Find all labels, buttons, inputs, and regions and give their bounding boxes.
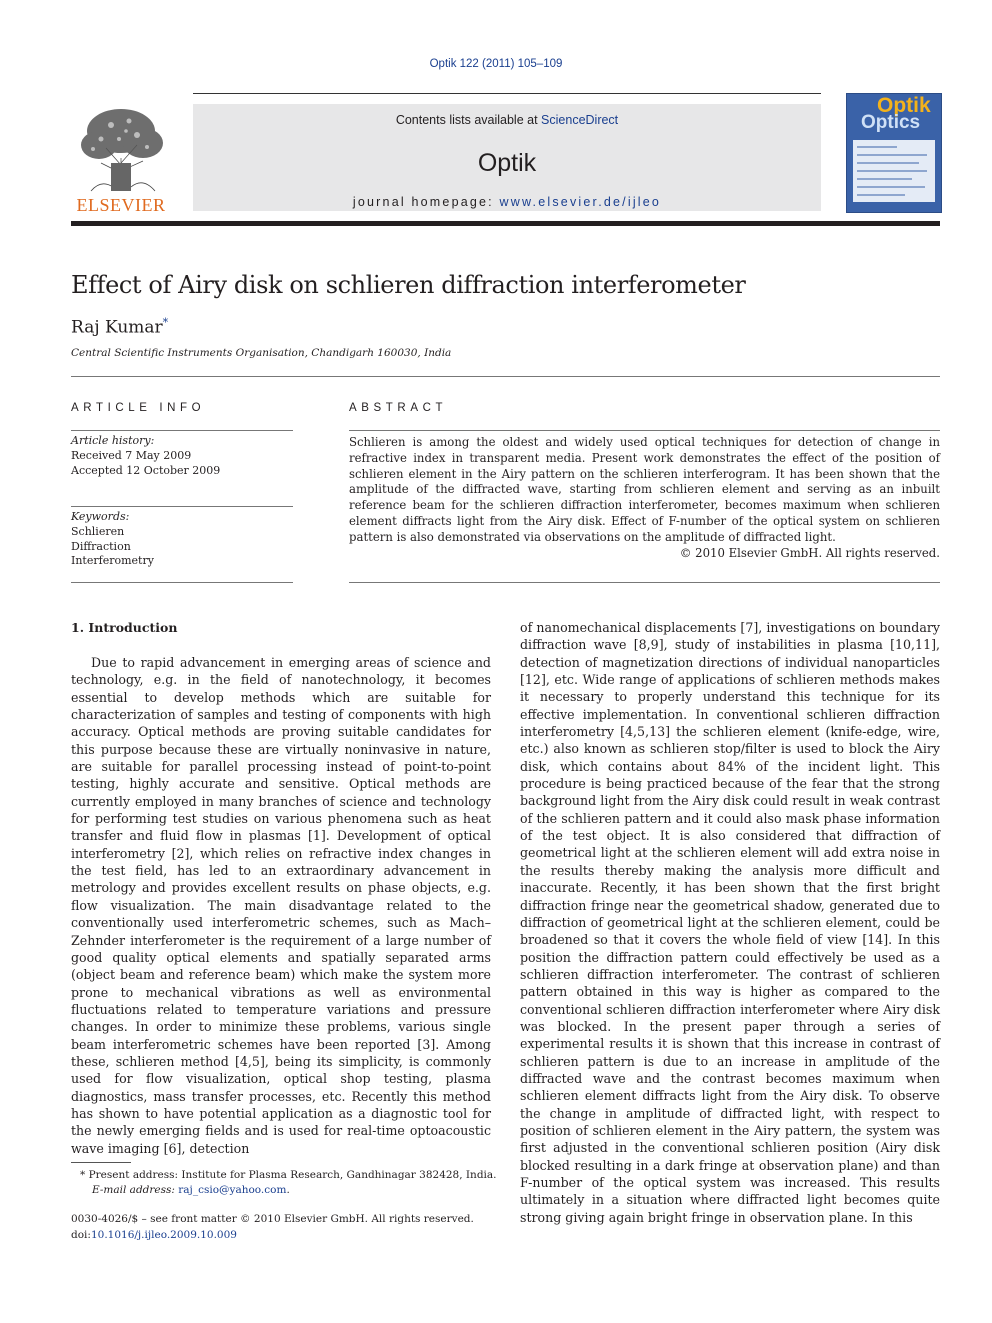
article-info-heading: ARTICLE INFO <box>71 402 206 414</box>
article-title: Effect of Airy disk on schlieren diffraction interferometer <box>71 271 746 299</box>
header-divider <box>71 221 940 226</box>
accepted-date: Accepted 12 October 2009 <box>71 463 221 477</box>
keywords-rule <box>71 506 293 507</box>
journal-header <box>71 93 940 228</box>
cover-line <box>857 154 927 156</box>
author-line <box>71 316 168 338</box>
header-top-rule <box>193 93 821 94</box>
abstract-copyright: © 2010 Elsevier GmbH. All rights reserved. <box>679 546 940 560</box>
title-divider <box>71 376 940 377</box>
journal-reference[interactable]: Optik 122 (2011) 105–109 <box>429 58 563 70</box>
footnote-address-line <box>80 1168 497 1183</box>
cover-line <box>857 186 925 188</box>
abstract-heading: ABSTRACT <box>349 402 448 414</box>
cover-line <box>857 162 919 164</box>
cover-title-optics: Optics <box>861 112 921 133</box>
footnote-email-line <box>80 1183 497 1198</box>
cover-line <box>857 146 897 148</box>
affiliation: Central Scientific Instruments Organisation, Chandigarh 160030, India <box>71 347 452 359</box>
footnote-rule <box>71 1162 131 1163</box>
front-matter <box>71 1212 474 1243</box>
homepage-link[interactable]: www.elsevier.de/ijleo <box>499 195 662 209</box>
keywords-label: Keywords: <box>71 510 130 523</box>
journal-info-box <box>193 104 821 211</box>
email-label: E-mail address: <box>92 1183 175 1196</box>
received-date: Received 7 May 2009 <box>71 448 192 462</box>
publisher-name: ELSEVIER <box>76 195 166 215</box>
doi-line <box>71 1228 474 1244</box>
email-link[interactable]: raj_csio@yahoo.com <box>178 1183 287 1196</box>
doi-link[interactable]: 10.1016/j.ijleo.2009.10.009 <box>90 1228 237 1241</box>
cover-line <box>857 178 912 180</box>
author-footnote-mark[interactable]: * <box>162 316 169 329</box>
journal-title: Optik <box>477 149 537 177</box>
history-label: Article history: <box>71 434 155 447</box>
keywords-block <box>71 510 154 569</box>
body-paragraph: of nanomechanical displacements [7], investigations on boundary diffraction wave [8,9], study of instabilities in plasma [10,11], detection of magnetization directions of individual nanoparticles [12], etc. Wide range of applications of schlieren methods makes it necessary to properly understand this technique for its effective implementation. In conventional schlieren diffraction interferometry [4,5,13] the schlieren element (knife-edge, wire, etc.) also known as schlieren stop/filter is used to block the Airy disk, which contains about 84% of the incident light. This procedure is being practiced because of the fear that the strong background light from the Airy disk could result in weak contrast of the schlieren pattern and it could also mask phase information of the test object. It is also considered that diffraction of geometrical light at the schlieren element will add extra noise in the results thereby making the analysis more difficult and inaccurate. Recently, it has been shown that the first bright diffraction fringe near the geometrical shadow, generated due to diffraction of geometrical light at the schlieren element, could be broadened so that it covers the whole field of view [14]. In this position the diffraction pattern could effectively be used as a schlieren diffraction interferometer. The contrast of schlieren pattern obtained in this way is higher as compared to the conventional schlieren diffraction interferometer where Airy disk was blocked. In the present paper through a series of experimental results it is shown that this increase in contrast of schlieren pattern is due to an increase in amplitude of the diffracted wave and the contrast becomes maximum when schlieren element diffracts light from the Airy disk. To observe the change in amplitude of diffracted light, with respect to position of schlieren element in the Airy pattern, the system was first adjusted in the conventional schlieren position (Airy disk blocked resulting in a dark fringe at observation plane) and than F-number of the optical system was increased. This results ultimately in a situation where diffracted light becomes quite strong giving again bright fringe in observation plane. In this <box>520 620 940 1225</box>
cover-line <box>857 170 927 172</box>
journal-cover-image <box>846 93 942 213</box>
homepage-prefix: journal homepage: <box>352 195 494 209</box>
footnote-mark: * <box>80 1169 86 1181</box>
cover-line <box>857 194 905 196</box>
keyword: Schlieren <box>71 524 125 538</box>
present-address: Present address: Institute for Plasma Research, Gandhinagar 382428, India. <box>88 1169 497 1181</box>
keyword: Interferometry <box>71 554 154 568</box>
contents-line <box>193 113 821 127</box>
keyword: Diffraction <box>71 539 131 553</box>
abstract-rule <box>349 430 940 431</box>
article-history <box>71 434 220 478</box>
issn-line: 0030-4026/$ – see front matter © 2010 Elsevier GmbH. All rights reserved. <box>71 1213 474 1225</box>
abstract-bottom-rule <box>349 582 940 583</box>
body-paragraph: Due to rapid advancement in emerging areas of science and technology, e.g. in the field of nanotechnology, it becomes essential to develop methods which are suitable for characterization of samples and testing of components with high accuracy. Optical methods are proving suitable candidates for this purpose because these are virtually noninvasive in nature, are suitable for parallel processing instead of point-to-point testing, highly accurate and sensitive. Optical methods are currently employed in many branches of science and technology for performing test studies on various phenomena such as heat transfer and fluid flow in plasmas [1]. Development of optical interferometry [2], which relies on refractive index changes in the test field, has led to an extraordinary advancement in metrology and provides excellent results on phase objects, e.g. flow visualization. The main disadvantage related to the conventionally used interferometric schemes, such as Mach–Zehnder interferometer is the requirement of a large number of good quality optical elements and spatially separated arms (object beam and reference beam) which make the system more prone to mechanical vibrations as well as environmental fluctuations related to temperature variations and pressure changes. In order to minimize these problems, various single beam interferometric schemes have been reported [3]. Among these, schlieren method [4,5], being its simplicity, is commonly used for flow visualization, optical shop testing, plasma diagnostics, mass transfer processes, etc. Recently this method has shown to have potential application as a diagnostic tool for the newly emerging fields and is used for real-time optoacoustic wave imaging [6], detection <box>71 655 491 1156</box>
body-column-left <box>71 654 491 1157</box>
abstract-text: Schlieren is among the oldest and widely used optical techniques for detection of change in refractive index in transparent media. Present work demonstrates the effect of the position of schlieren element in the Airy pattern on the schlieren interferogram. It has been shown that the amplitude of the diffracted wave, starting from schlieren element and serving as an inbuilt reference beam for the schlieren diffraction interferometer, becomes maximum when schlieren element diffracts light from the Airy disk. Effect of F-number of the optical system on schlieren pattern is also demonstrated via observations on the amplitude of diffracted light. <box>349 435 940 544</box>
doi-label: doi: <box>71 1228 91 1241</box>
author-name: Raj Kumar <box>71 317 163 338</box>
sciencedirect-link[interactable]: ScienceDirect <box>541 113 619 127</box>
cover-title-optik: Optik <box>877 94 931 117</box>
article-info-bottom-rule <box>71 582 293 583</box>
footnote <box>80 1168 497 1197</box>
homepage-line <box>193 195 821 209</box>
body-column-right <box>520 619 940 1226</box>
section-heading-introduction: 1. Introduction <box>71 620 178 635</box>
email-end: . <box>286 1183 290 1196</box>
article-info-rule <box>71 430 293 431</box>
contents-prefix: Contents lists available at <box>395 113 538 127</box>
